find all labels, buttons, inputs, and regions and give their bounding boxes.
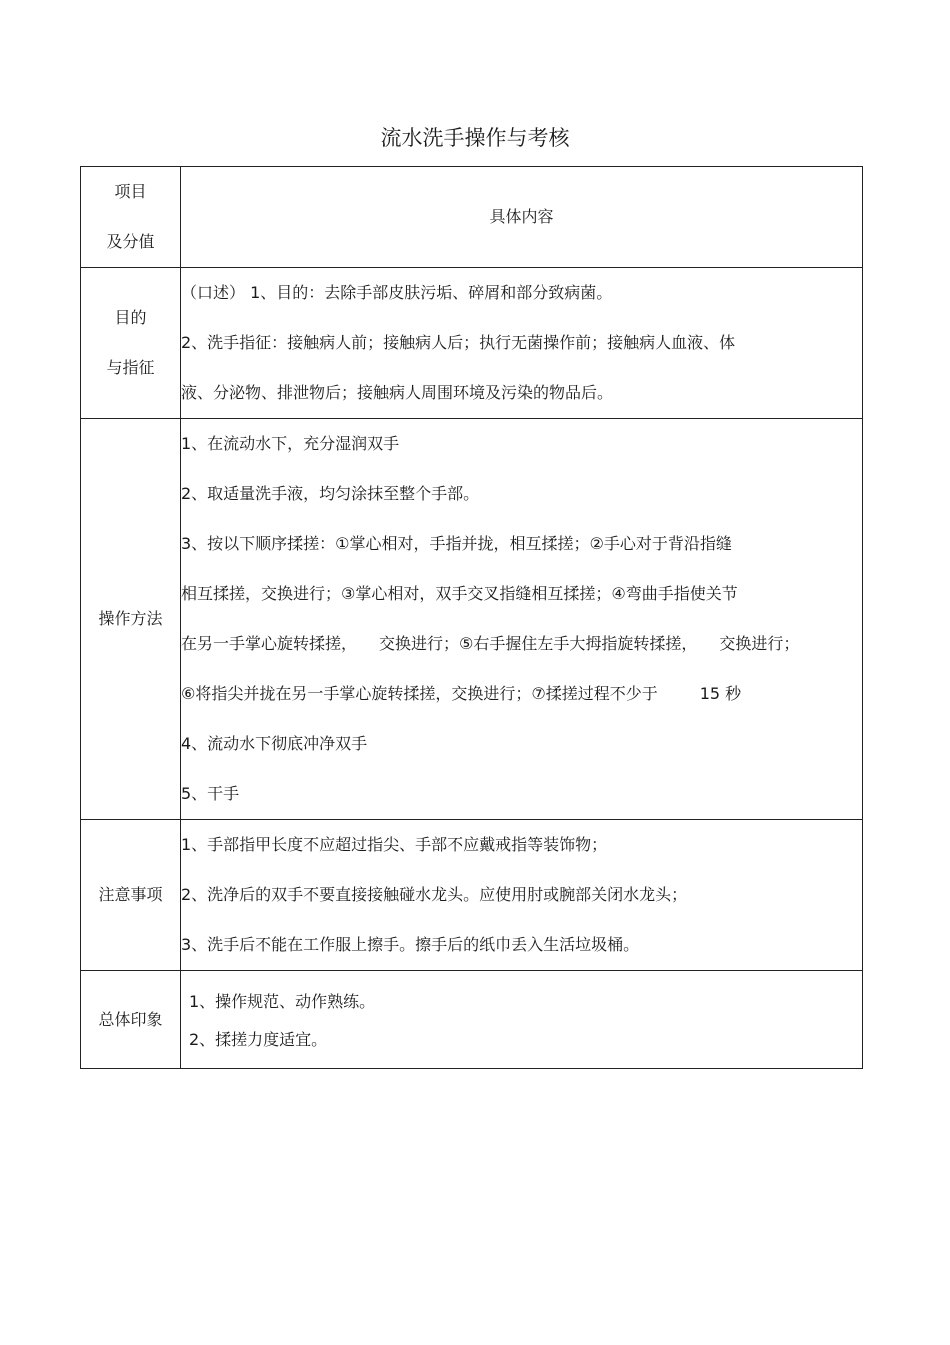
method-line-segment: 交换进行； — [719, 634, 800, 653]
method-line-segment: ⑥将指尖并拢在另一手掌心旋转揉搓，交换进行；⑦揉搓过程不少于 — [181, 684, 658, 703]
method-line: 相互揉搓，交换进行；③掌心相对，双手交叉指缝相互揉搓；④弯曲手指使关节 — [181, 584, 738, 603]
purpose-row — [81, 268, 863, 419]
header-label-line: 及分值 — [106, 232, 155, 251]
method-line — [181, 669, 862, 719]
method-line-segment: 在另一手掌心旋转揉搓， — [181, 634, 358, 653]
table-header-row — [81, 167, 863, 268]
header-label-cell — [81, 167, 181, 268]
purpose-label-line: 目的 — [114, 308, 147, 327]
purpose-label-cell — [81, 268, 181, 419]
method-label: 操作方法 — [98, 609, 163, 628]
method-line — [181, 619, 862, 669]
method-line: 3、按以下顺序揉搓：①掌心相对，手指并拢，相互揉搓；②手心对于背沿指缝 — [181, 534, 732, 553]
purpose-content-cell — [181, 268, 863, 419]
impression-line: 1、操作规范、动作熟练。 — [189, 991, 376, 1011]
notes-line: 2、洗净后的双手不要直接接触碰水龙头。应使用肘或腕部关闭水龙头； — [181, 885, 688, 904]
purpose-label-line: 与指征 — [106, 358, 155, 377]
method-line: 2、取适量洗手液，均匀涂抹至整个手部。 — [181, 484, 480, 503]
notes-line: 3、洗手后不能在工作服上擦手。擦手后的纸巾丢入生活垃圾桶。 — [181, 935, 640, 954]
method-line: 1、在流动水下，充分湿润双手 — [181, 434, 400, 453]
impression-row — [81, 971, 863, 1069]
assessment-table — [80, 166, 863, 1069]
notes-content-cell — [181, 820, 863, 971]
impression-label-cell — [81, 971, 181, 1069]
document-title: 流水洗手操作与考核 — [380, 126, 570, 150]
purpose-line: 液、分泌物、排泄物后；接触病人周围环境及污染的物品后。 — [181, 383, 614, 402]
impression-line: 2、揉搓力度适宜。 — [189, 1029, 328, 1049]
header-label-line: 项目 — [114, 182, 147, 201]
header-content-cell: 具体内容 — [181, 167, 863, 268]
notes-label: 注意事项 — [98, 885, 163, 904]
method-line: 4、流动水下彻底冲净双手 — [181, 734, 368, 753]
method-line-segment: 交换进行；⑤右手握住左手大拇指旋转揉搓， — [379, 634, 698, 653]
purpose-line: 2、洗手指征：接触病人前；接触病人后；执行无菌操作前；接触病人血液、体 — [181, 333, 736, 352]
notes-row — [81, 820, 863, 971]
impression-content-cell — [181, 971, 863, 1069]
method-content-cell — [181, 419, 863, 820]
purpose-line: （口述） 1、目的：去除手部皮肤污垢、碎屑和部分致病菌。 — [181, 283, 613, 302]
method-row — [81, 419, 863, 820]
method-line-segment: 15 秒 — [699, 684, 742, 703]
notes-label-cell — [81, 820, 181, 971]
method-label-cell — [81, 419, 181, 820]
notes-line: 1、手部指甲长度不应超过指尖、手部不应戴戒指等装饰物； — [181, 835, 608, 854]
impression-label: 总体印象 — [98, 1009, 163, 1029]
method-line: 5、干手 — [181, 784, 240, 803]
